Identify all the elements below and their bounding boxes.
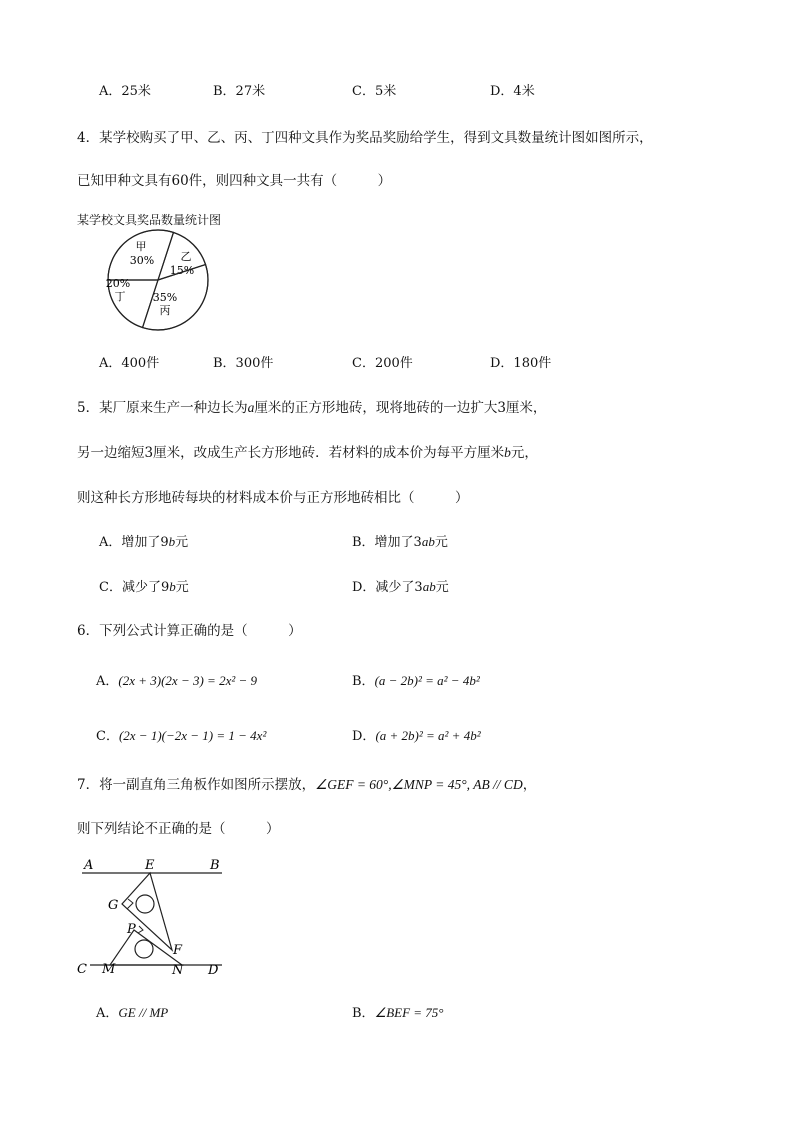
q6-option-a: A．(2x + 3)(2x − 3) = 2x² − 9: [96, 673, 258, 689]
point-label-g: G: [108, 898, 119, 913]
q7-stem-line1: 7．将一副直角三角板作如图所示摆放，∠GEF = 60°,∠MNP = 45°, AB // CD，: [77, 777, 537, 793]
q3-option-b: B．27米: [213, 84, 266, 99]
q5-stem-line1: 5．某厂原来生产一种边长为a厘米的正方形地砖，现将地砖的一边扩大3厘米，: [77, 400, 547, 416]
q4-option-d: D．180件: [490, 356, 552, 371]
triangle-ruler-diagram: [72, 855, 232, 985]
pie-percent-label-bing: 35%: [152, 291, 178, 304]
pie-percent-label-jia: 30%: [129, 254, 155, 267]
q5-stem-line2: 另一边缩短3厘米，改成生产长方形地砖．若材料的成本价为每平方厘米b元，: [77, 445, 538, 461]
q6-option-c: C．(2x − 1)(−2x − 1) = 1 − 4x²: [96, 728, 267, 744]
q4-option-c: C．200件: [352, 356, 413, 371]
q6-stem: 6．下列公式计算正确的是（ ）: [77, 623, 302, 639]
point-label-n: N: [172, 963, 184, 978]
q6-option-b: B．(a − 2b)² = a² − 4b²: [352, 673, 480, 689]
q6-option-c-formula: (2x − 1)(−2x − 1) = 1 − 4x²: [118, 728, 267, 743]
pie-percent-label-yi: 15%: [169, 264, 195, 277]
pie-chart: [98, 228, 238, 338]
q6-option-d-formula: (a + 2b)² = a² + 4b²: [375, 728, 481, 743]
q5-stem-line3: 则这种长方形地砖每块的材料成本价与正方形地砖相比（ ）: [77, 490, 469, 506]
q3-option-d: D．4米: [490, 84, 535, 99]
q4-stem-line1: 4．某学校购买了甲、乙、丙、丁四种文具作为奖品奖励给学生，得到文具数量统计图如图所示，: [77, 130, 653, 146]
pie-percent-label-ding: 20%: [105, 277, 131, 290]
q5-option-c: C．减少了9b元: [99, 579, 189, 595]
pie-category-label-ding: 丁: [114, 290, 126, 303]
pie-category-label-jia: 甲: [135, 240, 147, 253]
q5-option-b: B．增加了3ab元: [352, 534, 448, 550]
q7-option-a: A．GE // MP: [96, 1005, 169, 1021]
q5-option-d: D．减少了3ab元: [352, 579, 449, 595]
point-label-m: M: [102, 962, 116, 977]
q7-option-b: B．∠BEF = 75°: [352, 1005, 444, 1021]
q4-option-a: A．400件: [99, 356, 160, 371]
pie-chart-title: 某学校文具奖品数量统计图: [77, 213, 222, 227]
pie-category-label-yi: 乙: [180, 250, 192, 263]
point-label-a: A: [84, 858, 94, 873]
q6-option-a-formula: (2x + 3)(2x − 3) = 2x² − 9: [118, 673, 258, 688]
q7-stem-line2: 则下列结论不正确的是（ ）: [77, 821, 280, 837]
point-label-f: F: [173, 943, 183, 958]
point-label-e: E: [145, 858, 155, 873]
point-label-d: D: [208, 963, 219, 978]
pie-category-label-bing: 丙: [159, 304, 171, 317]
q4-option-b: B．300件: [213, 356, 274, 371]
point-label-c: C: [77, 962, 87, 977]
q5-option-a: A．增加了9b元: [99, 534, 189, 550]
q3-option-a: A．25米: [99, 84, 151, 99]
q3-option-c: C．5米: [352, 84, 397, 99]
point-label-b: B: [210, 858, 220, 873]
point-label-p: P: [127, 922, 136, 937]
q6-option-d: D．(a + 2b)² = a² + 4b²: [352, 728, 481, 744]
q4-stem-line2: 已知甲种文具有60件，则四种文具一共有（ ）: [77, 173, 392, 189]
q6-option-b-formula: (a − 2b)² = a² − 4b²: [374, 673, 480, 688]
